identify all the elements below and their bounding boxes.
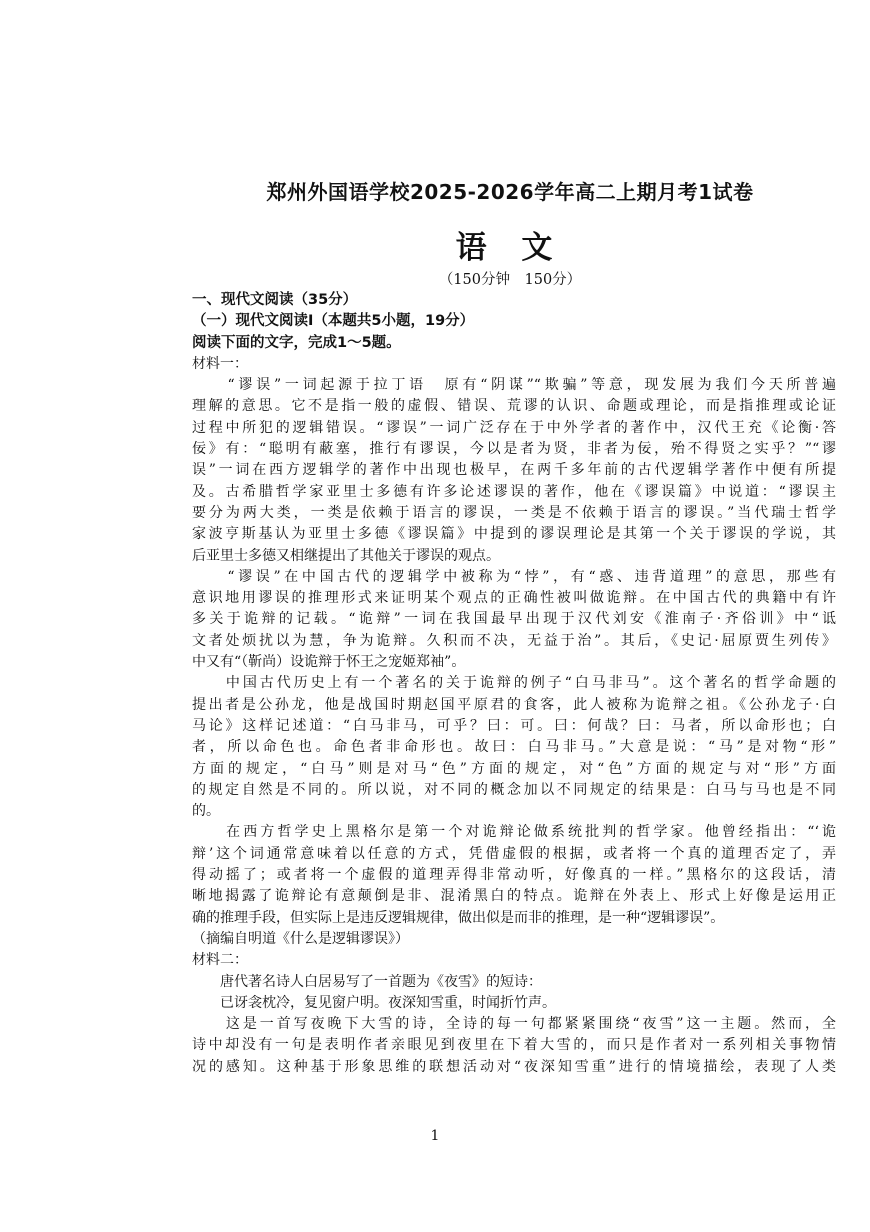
exam-content xyxy=(192,290,836,1078)
text-line: 家波亨斯基认为亚里士多德《谬误篇》中提到的谬误理论是其第一个关于谬误的学说，其 xyxy=(192,526,836,543)
text-line: 提出者是公孙龙，他是战国时期赵国平原君的食客，此人被称为诡辩之祖。《公孙龙子·白 xyxy=(192,696,836,713)
text-line: 及。古希腊哲学家亚里士多德有许多论述谬误的著作，他在《谬误篇》中说道：“谬误主 xyxy=(192,483,836,500)
text-line: 方面的规定，“白马”则是对马“色”方面的规定，对“色”方面的规定与对“形”方面 xyxy=(192,760,836,777)
text-line: 过程中所犯的逻辑错误。“谬误”一词广泛存在于中外学者的著作中，汉代王充《论衡·答 xyxy=(192,419,836,436)
text-line: 这是一首写夜晚下大雪的诗，全诗的每一句都紧紧围绕“夜雪”这一主题。然而，全 xyxy=(192,1016,836,1033)
material-one-label: 材料一： xyxy=(192,355,248,372)
text-line: 得动摇了；或者将一个虚假的道理弄得非常动听，好像真的一样。”黑格尔的这段话，清 xyxy=(192,867,836,884)
exam-title: 郑州外国语学校2025-2026学年高二上期月考1试卷 xyxy=(266,180,754,204)
text-line: “谬误”在中国古代的逻辑学中被称为“悖”，有“惑、违背道理”的意思，那些有 xyxy=(192,568,836,585)
reading-instruction: 阅读下面的文字，完成1～5题。 xyxy=(192,334,401,351)
text-line: 中国古代历史上有一个著名的关于诡辩的例子“白马非马”。这个著名的哲学命题的 xyxy=(192,675,836,692)
material-one-body xyxy=(192,375,836,950)
text-line: 文者处烦扰以为慧，争为诡辩。久积而不决，无益于治”。其后，《史记·屈原贾生列传》 xyxy=(192,632,836,649)
section-subheading: （一）现代文阅读Ⅰ（本题共5小题，19分） xyxy=(192,313,475,330)
text-line: （摘编自明道《什么是逻辑谬误》） xyxy=(192,930,409,947)
material-two-label: 材料二： xyxy=(192,952,248,969)
text-line: 佞》有：“聪明有蔽塞，推行有谬误，今以是者为贤，非者为佞，殆不得贤之实乎？”“谬 xyxy=(192,441,836,458)
text-line: 要分为两大类，一类是依赖于语言的谬误，一类是不依赖于语言的谬误。”当代瑞士哲学 xyxy=(192,504,836,521)
section-heading: 一、现代文阅读（35分） xyxy=(192,292,358,308)
text-line: 马论》这样记述道：“白马非马，可乎？曰：可。曰：何哉？曰：马者，所以命形也；白 xyxy=(192,717,836,734)
text-line: 在西方哲学史上黑格尔是第一个对诡辩论做系统批判的哲学家。他曾经指出：“‘诡 xyxy=(192,824,836,841)
text-line: 的。 xyxy=(192,803,220,820)
exam-duration-score: （150分钟 150分） xyxy=(438,272,582,288)
page-number: 1 xyxy=(430,1128,440,1144)
subject-title: 语 文 xyxy=(455,230,565,266)
text-line: 的规定自然是不同的。所以说，对不同的概念加以不同规定的结果是：白马与马也是不同 xyxy=(192,781,836,798)
text-line: 误”一词在西方逻辑学的著作中出现也极早，在两千多年前的古代逻辑学著作中便有所提 xyxy=(192,462,836,479)
text-line: 况的感知。这种基于形象思维的联想活动对“夜深知雪重”进行的情境描绘，表现了人类 xyxy=(192,1058,836,1075)
text-line: 唐代著名诗人白居易写了一首题为《夜雪》的短诗： xyxy=(192,973,542,990)
text-line: 多关于诡辩的记载。“诡辩”一词在我国最早出现于汉代刘安《淮南子·齐俗训》中“诋 xyxy=(192,611,836,628)
text-line: 确的推理手段，但实际上是违反逻辑规律，做出似是而非的推理，是一种“逻辑谬误”。 xyxy=(192,909,725,926)
text-line: 已讶衾枕冷，复见窗户明。夜深知雪重，时闻折竹声。 xyxy=(192,994,556,1011)
text-line: 晰地揭露了诡辩论有意颠倒是非、混淆黑白的特点。诡辩在外表上、形式上好像是运用正 xyxy=(192,888,836,905)
text-line: 中又有“（靳尚）设诡辩于怀王之宠姬郑袖”。 xyxy=(192,654,466,671)
text-line: 意识地用谬误的推理形式来证明某个观点的正确性被叫做诡辩。在中国古代的典籍中有许 xyxy=(192,590,836,607)
text-line: 辩’这个词通常意味着以任意的方式，凭借虚假的根据，或者将一个真的道理否定了，弄 xyxy=(192,845,836,862)
material-two-body xyxy=(192,972,836,1078)
text-line: 理解的意思。它不是指一般的虚假、错误、荒谬的认识、命题或理论，而是指推理或论证 xyxy=(192,398,836,415)
text-line: “谬误”一词起源于拉丁语 原有“阴谋”“欺骗”等意，现发展为我们今天所普遍 xyxy=(192,377,836,394)
text-line: 诗中却没有一句是表明作者亲眼见到夜里在下着大雪的，而只是作者对一系列相关事物情 xyxy=(192,1037,836,1054)
text-line: 后亚里士多德又相继提出了其他关于谬误的观点。 xyxy=(192,547,500,564)
text-line: 者，所以命色也。命色者非命形也。故曰：白马非马。”大意是说：“马”是对物“形” xyxy=(192,739,836,756)
